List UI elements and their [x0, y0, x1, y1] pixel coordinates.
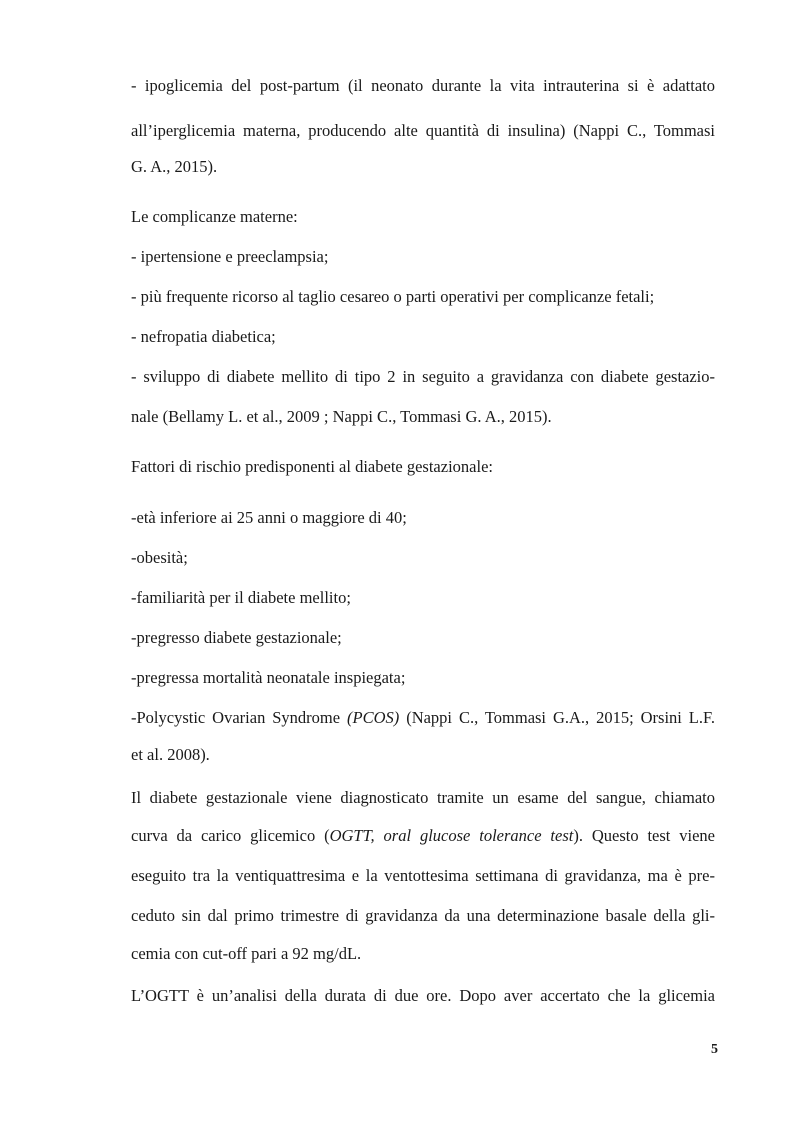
- text-line: Il diabete gestazionale viene diagnosticato tramite un esame del sangue, chiamato: [131, 788, 715, 807]
- list-item: - ipertensione e preeclampsia;: [131, 247, 329, 266]
- text-line: eseguito tra la ventiquattresima e la ventottesima settimana di gravidanza, ma è pre-: [131, 866, 715, 885]
- list-item: - nefropatia diabetica;: [131, 327, 276, 346]
- text-line: G. A., 2015).: [131, 157, 218, 176]
- italic-text: OGTT, oral glucose tolerance test: [329, 826, 574, 845]
- list-item: -pregresso diabete gestazionale;: [131, 628, 342, 647]
- text-line: et al. 2008).: [131, 745, 210, 764]
- paragraph-heading: Fattori di rischio predisponenti al diabete gestazionale:: [131, 457, 493, 476]
- text-line: - ipoglicemia del post-partum (il neonato durante la vita intrauterina si è adattato: [131, 76, 715, 95]
- text-line: L’OGTT è un’analisi della durata di due ore. Dopo aver accertato che la glicemia: [131, 986, 715, 1005]
- text-line: cemia con cut-off pari a 92 mg/dL.: [131, 944, 362, 963]
- text-line: all’iperglicemia materna, producendo alte quantità di insulina) (Nappi C., Tommasi: [131, 121, 715, 140]
- text-line: [131, 826, 715, 846]
- text-run: (Nappi C., Tommasi G.A., 2015; Orsini L.F.: [399, 708, 715, 727]
- list-item: - sviluppo di diabete mellito di tipo 2 in seguito a gravidanza con diabete gestazio-: [131, 367, 715, 386]
- list-item: -pregressa mortalità neonatale inspiegata;: [131, 668, 406, 687]
- text-run: curva da carico glicemico (: [131, 826, 330, 845]
- text-run: ). Questo test viene: [573, 826, 715, 845]
- list-item: [131, 708, 715, 728]
- text-run: -Polycystic Ovarian Syndrome: [131, 708, 348, 727]
- text-line: ceduto sin dal primo trimestre di gravidanza da una determinazione basale della gli-: [131, 906, 715, 925]
- italic-text: (PCOS): [347, 708, 400, 727]
- paragraph-heading: Le complicanze materne:: [131, 207, 298, 226]
- text-line: nale (Bellamy L. et al., 2009 ; Nappi C., Tommasi G. A., 2015).: [131, 407, 552, 426]
- list-item: -obesità;: [131, 548, 188, 567]
- list-item: -età inferiore ai 25 anni o maggiore di 40;: [131, 508, 407, 527]
- list-item: -familiarità per il diabete mellito;: [131, 588, 351, 607]
- list-item: - più frequente ricorso al taglio cesareo o parti operativi per complicanze fetali;: [131, 287, 655, 306]
- page-number: 5: [711, 1042, 718, 1057]
